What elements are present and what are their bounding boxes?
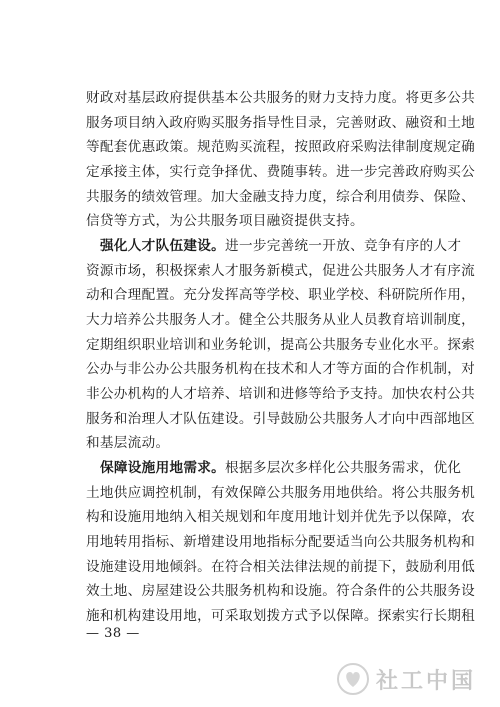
paragraph-first-line	[100, 459, 461, 477]
text-line: 公办与非公办公共服务机构在技术和人才等方面的合作机制，对	[86, 361, 476, 377]
text-line: 定期组织职业培训和业务轮训，提高公共服务专业化水平。探索	[86, 337, 476, 353]
text-line: 用地转用指标、新增建设用地指标分配要适当向公共服务机构和	[86, 534, 476, 550]
text-line: 等配套优惠政策。规范购买流程，按照政府采购法律制度规定确	[86, 139, 476, 155]
text-line: 资源市场，积极探索人才服务新模式，促进公共服务人才有序流	[86, 263, 476, 279]
page-number: — 38 —	[86, 626, 140, 641]
text-line: 财政对基层政府提供基本公共服务的财力支持力度。将更多公共	[86, 90, 476, 106]
text-line: 服务项目纳入政府购买服务指导性目录，完善财政、融资和土地	[86, 115, 476, 131]
text-line: 定承接主体，实行竞争择优、费随事转。进一步完善政府购买公	[86, 164, 476, 180]
paragraph-heading: 强化人才队伍建设。	[100, 238, 226, 254]
text-line: 服务和治理人才队伍建设。引导鼓励公共服务人才向中西部地区	[86, 411, 476, 427]
text-line: 和基层流动。	[86, 435, 170, 451]
text-line: 非公办机构的人才培养、培训和进修等给予支持。加快农村公共	[86, 386, 476, 402]
text-line: 设施建设用地倾斜。在符合相关法律法规的前提下，鼓励利用低	[86, 559, 476, 575]
text-line: 构和设施用地纳入相关规划和年度用地计划并优先予以保障，农	[86, 509, 476, 525]
text-line: 共服务的绩效管理。加大金融支持力度，综合利用债券、保险、	[86, 189, 476, 205]
watermark	[336, 662, 476, 696]
heart-hands-icon	[336, 662, 370, 696]
text-span: 根据多层次多样化公共服务需求，优化	[225, 460, 462, 476]
paragraph-first-line	[100, 237, 461, 255]
text-span: 进一步完善统一开放、竞争有序的人才	[225, 238, 462, 254]
text-line: 信贷等方式，为公共服务项目融资提供支持。	[86, 213, 364, 229]
text-line: 土地供应调控机制，有效保障公共服务用地供给。将公共服务机	[86, 485, 476, 501]
text-line: 动和合理配置。充分发挥高等学校、职业学校、科研院所作用，	[86, 287, 476, 303]
watermark-text: 社工中国	[376, 668, 477, 694]
text-line: 大力培养公共服务人才。健全公共服务从业人员教育培训制度，	[86, 312, 476, 328]
text-line: 施和机构建设用地，可采取划拨方式予以保障。探索实行长期租	[86, 608, 476, 624]
paragraph-heading: 保障设施用地需求。	[100, 460, 226, 476]
text-line: 效土地、房屋建设公共服务机构和设施。符合条件的公共服务设	[86, 583, 476, 599]
